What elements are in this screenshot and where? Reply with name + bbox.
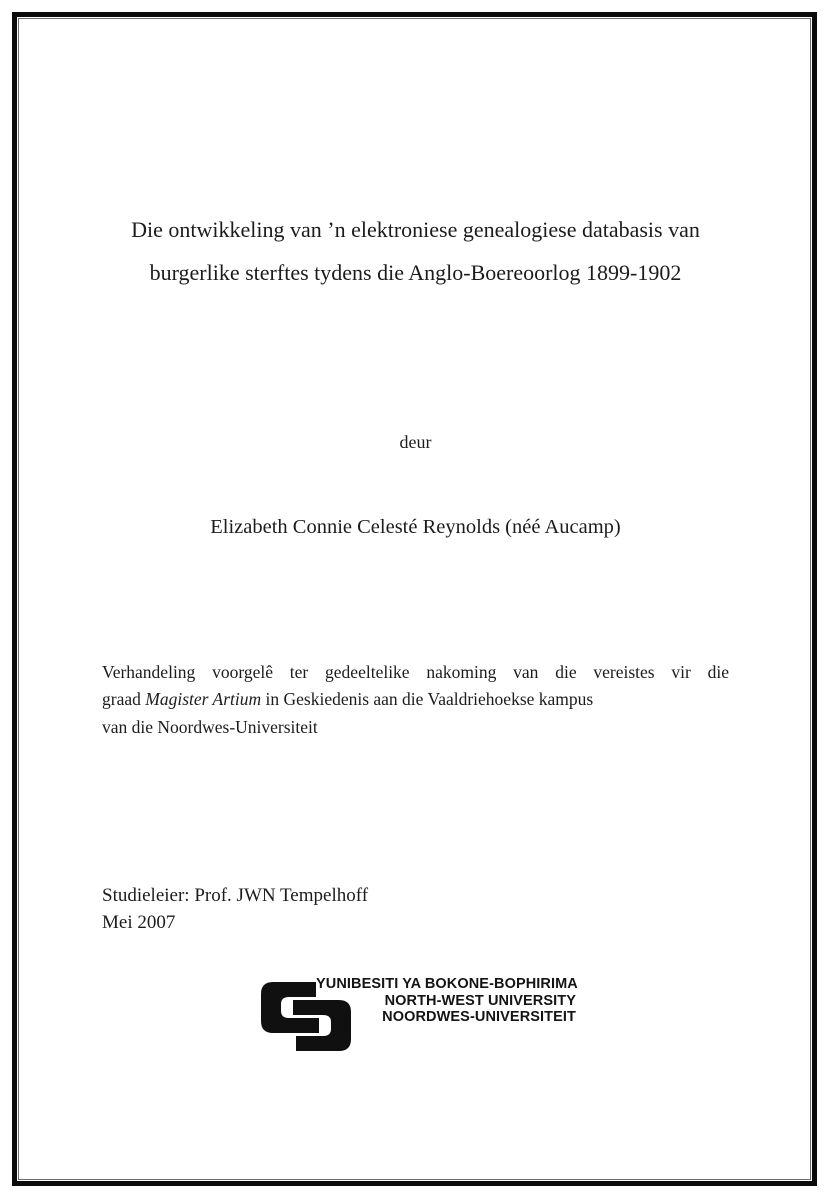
supervisor-line: Studieleier: Prof. JWN Tempelhoff [102, 885, 369, 906]
degree-statement-line-2 [102, 686, 729, 713]
supervisor-block [102, 883, 602, 936]
degree-name-italic: Magister Artium [145, 689, 262, 710]
degree-statement [102, 659, 729, 741]
logo-line-english: NORTH-WEST UNIVERSITY [384, 992, 576, 1009]
nwu-logo-text [316, 976, 576, 1026]
logo-line-setswana: YUNIBESITI YA BOKONE-BOPHIRIMA [316, 976, 578, 992]
date-line: Mei 2007 [102, 911, 176, 933]
byline-deur: deur [399, 432, 432, 452]
title-line-1: Die ontwikkeling van ’n elektroniese genealogiese databasis van [131, 217, 700, 242]
degree-statement-line-2-prefix: graad [102, 689, 146, 710]
logo-line-afrikaans: NOORDWES-UNIVERSITEIT [382, 1009, 576, 1025]
degree-statement-line-3: van die Noordwes-Universiteit [102, 716, 318, 737]
author-name: Elizabeth Connie Celesté Reynolds (néé Aucamp) [210, 516, 621, 538]
title-line-2: burgerlike sterftes tydens die Anglo-Boereoorlog 1899-1902 [149, 260, 682, 285]
degree-statement-line-2-suffix: in Geskiedenis aan die Vaaldriehoekse kampus [261, 689, 594, 710]
thesis-title [17, 208, 814, 294]
degree-statement-line-1: Verhandeling voorgelê ter gedeeltelike nakoming van die vereistes vir die [102, 662, 729, 682]
